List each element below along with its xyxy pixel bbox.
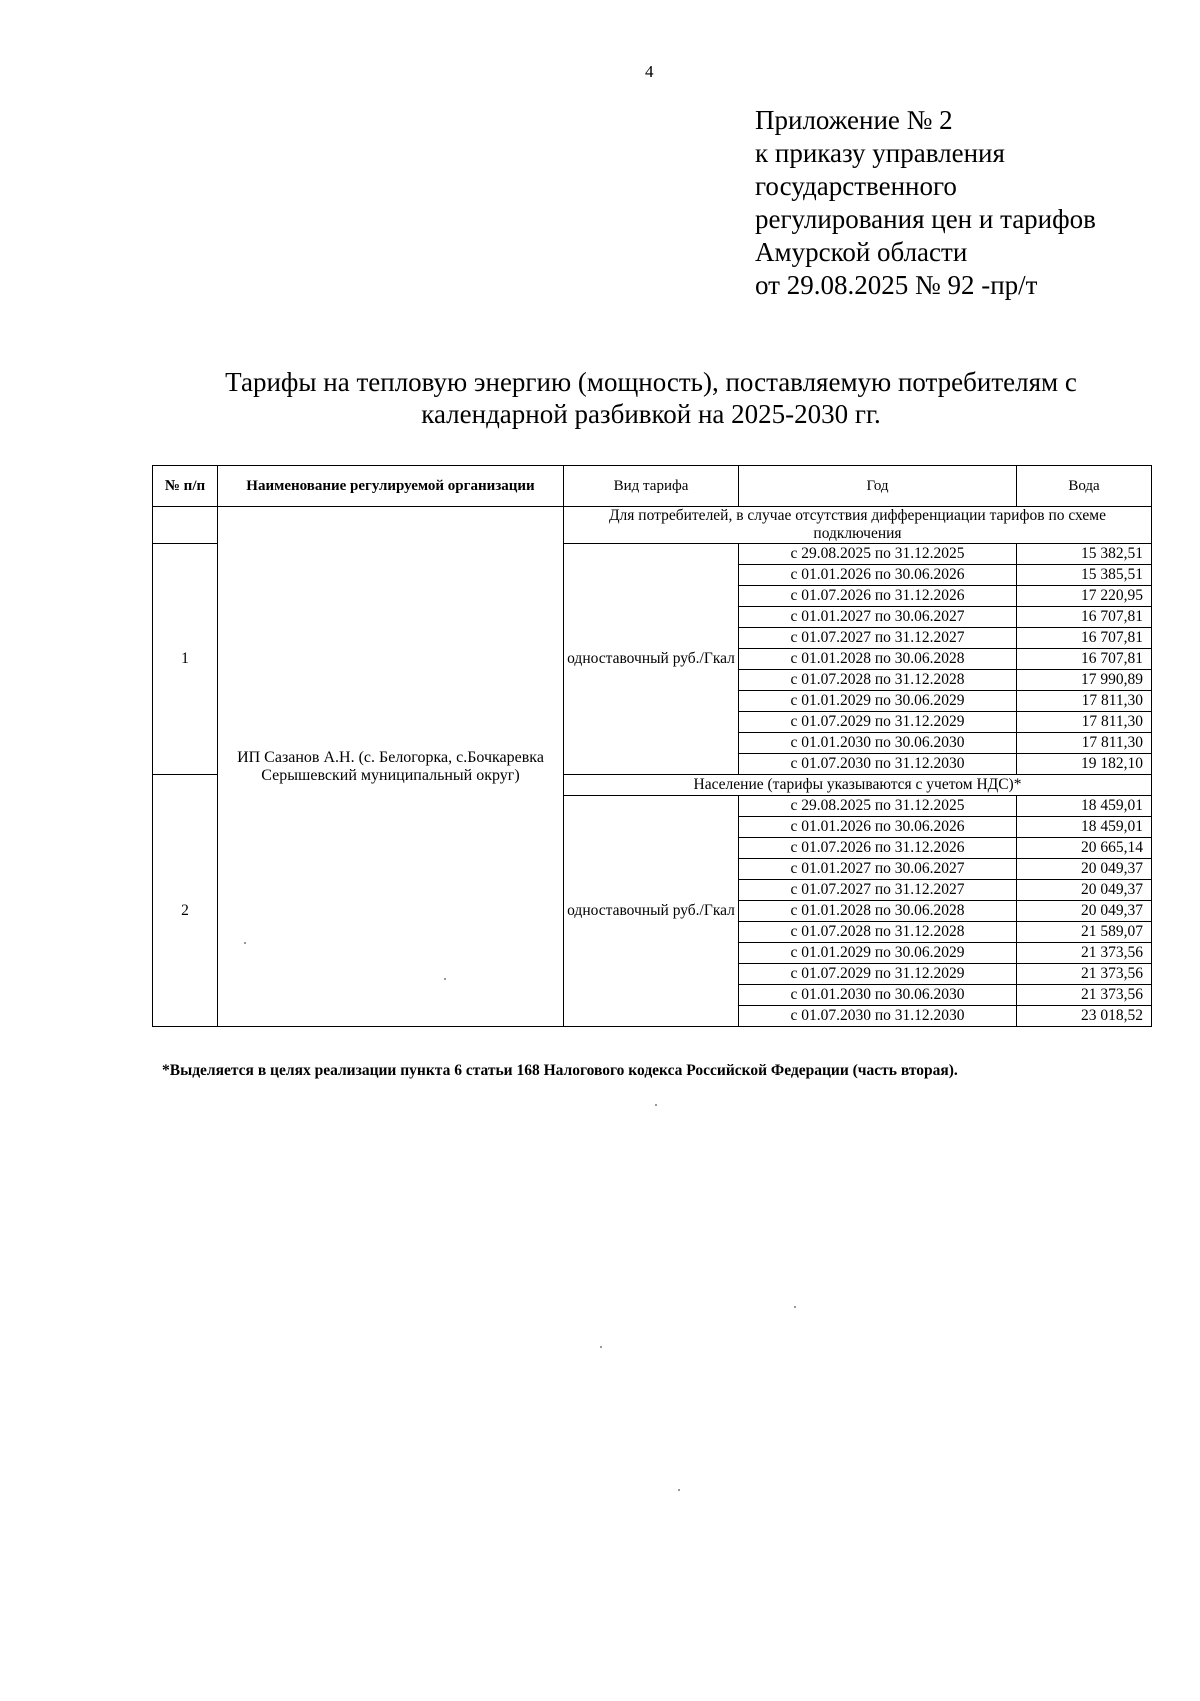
period-cell: с 29.08.2025 по 31.12.2025	[739, 796, 1017, 817]
period-cell: с 01.01.2026 по 30.06.2026	[739, 565, 1017, 586]
footnote: *Выделяется в целях реализации пункта 6 статьи 168 Налогового кодекса Российской Федерации (часть вторая).	[162, 1062, 958, 1079]
scan-speck	[655, 1104, 657, 1106]
page-number: 4	[645, 62, 654, 81]
header-year: Год	[739, 466, 1017, 507]
period-cell: с 01.07.2027 по 31.12.2027	[739, 880, 1017, 901]
tariff-kind: одноставочный руб./Гкал	[564, 544, 739, 775]
period-cell: с 01.07.2026 по 31.12.2026	[739, 838, 1017, 859]
period-cell: с 01.07.2028 по 31.12.2028	[739, 922, 1017, 943]
appendix-line: Амурской области	[755, 237, 968, 267]
period-cell: с 01.07.2029 по 31.12.2029	[739, 964, 1017, 985]
scan-speck	[244, 942, 246, 944]
document-title	[150, 366, 1152, 430]
water-value-cell: 21 589,07	[1017, 922, 1152, 943]
scan-speck	[678, 1489, 680, 1491]
period-cell: с 01.07.2027 по 31.12.2027	[739, 628, 1017, 649]
water-value-cell: 21 373,56	[1017, 985, 1152, 1006]
water-value-cell: 20 049,37	[1017, 880, 1152, 901]
appendix-line: государственного	[755, 171, 957, 201]
water-value-cell: 17 220,95	[1017, 586, 1152, 607]
appendix-line: к приказу управления	[755, 138, 1005, 168]
section-heading-row	[153, 507, 1152, 544]
water-value-cell: 18 459,01	[1017, 817, 1152, 838]
section-heading: Для потребителей, в случае отсутствия дифференциации тарифов по схеме подключения	[564, 507, 1152, 544]
water-value-cell: 15 382,51	[1017, 544, 1152, 565]
water-value-cell: 21 373,56	[1017, 964, 1152, 985]
empty-cell	[153, 775, 218, 796]
water-value-cell: 17 811,30	[1017, 712, 1152, 733]
period-cell: с 29.08.2025 по 31.12.2025	[739, 544, 1017, 565]
header-water: Вода	[1017, 466, 1152, 507]
water-value-cell: 16 707,81	[1017, 607, 1152, 628]
period-cell: с 01.07.2029 по 31.12.2029	[739, 712, 1017, 733]
water-value-cell: 17 811,30	[1017, 733, 1152, 754]
period-cell: с 01.01.2030 по 30.06.2030	[739, 985, 1017, 1006]
scan-speck	[600, 1346, 602, 1348]
period-cell: с 01.01.2028 по 30.06.2028	[739, 901, 1017, 922]
title-line: Тарифы на тепловую энергию (мощность), поставляемую потребителям с	[225, 367, 1077, 397]
period-cell: с 01.01.2026 по 30.06.2026	[739, 817, 1017, 838]
water-value-cell: 20 049,37	[1017, 859, 1152, 880]
period-cell: с 01.01.2027 по 30.06.2027	[739, 859, 1017, 880]
water-value-cell: 19 182,10	[1017, 754, 1152, 775]
period-cell: с 01.07.2028 по 31.12.2028	[739, 670, 1017, 691]
water-value-cell: 17 990,89	[1017, 670, 1152, 691]
water-value-cell: 20 665,14	[1017, 838, 1152, 859]
section-heading: Население (тарифы указываются с учетом НДС)*	[564, 775, 1152, 796]
appendix-line: Приложение № 2	[755, 105, 953, 135]
period-cell: с 01.01.2028 по 30.06.2028	[739, 649, 1017, 670]
scan-speck	[794, 1306, 796, 1308]
water-value-cell: 16 707,81	[1017, 628, 1152, 649]
period-cell: с 01.01.2029 по 30.06.2029	[739, 691, 1017, 712]
header-org: Наименование регулируемой организации	[218, 466, 564, 507]
water-value-cell: 21 373,56	[1017, 943, 1152, 964]
organization-name: ИП Сазанов А.Н. (с. Белогорка, с.Бочкаревка Серышевский муниципальный округ)	[218, 507, 564, 1027]
tariff-kind: одноставочный руб./Гкал	[564, 796, 739, 1027]
water-value-cell: 18 459,01	[1017, 796, 1152, 817]
appendix-line: регулирования цен и тарифов	[755, 204, 1096, 234]
row-number: 1	[153, 544, 218, 775]
period-cell: с 01.01.2027 по 30.06.2027	[739, 607, 1017, 628]
header-num: № п/п	[153, 466, 218, 507]
title-line: календарной разбивкой на 2025-2030 гг.	[421, 399, 881, 429]
water-value-cell: 17 811,30	[1017, 691, 1152, 712]
water-value-cell: 16 707,81	[1017, 649, 1152, 670]
tariff-table	[152, 465, 1152, 1027]
period-cell: с 01.01.2030 по 30.06.2030	[739, 733, 1017, 754]
header-kind: Вид тарифа	[564, 466, 739, 507]
water-value-cell: 15 385,51	[1017, 565, 1152, 586]
row-number: 2	[153, 796, 218, 1027]
period-cell: с 01.07.2026 по 31.12.2026	[739, 586, 1017, 607]
water-value-cell: 20 049,37	[1017, 901, 1152, 922]
appendix-line: от 29.08.2025 № 92 -пр/т	[755, 270, 1038, 300]
appendix-block	[755, 104, 1096, 302]
table-header-row	[153, 466, 1152, 507]
period-cell: с 01.07.2030 по 31.12.2030	[739, 1006, 1017, 1027]
period-cell: с 01.07.2030 по 31.12.2030	[739, 754, 1017, 775]
water-value-cell: 23 018,52	[1017, 1006, 1152, 1027]
period-cell: с 01.01.2029 по 30.06.2029	[739, 943, 1017, 964]
empty-cell	[153, 507, 218, 544]
scan-speck	[444, 978, 446, 980]
table-body	[153, 507, 1152, 1027]
